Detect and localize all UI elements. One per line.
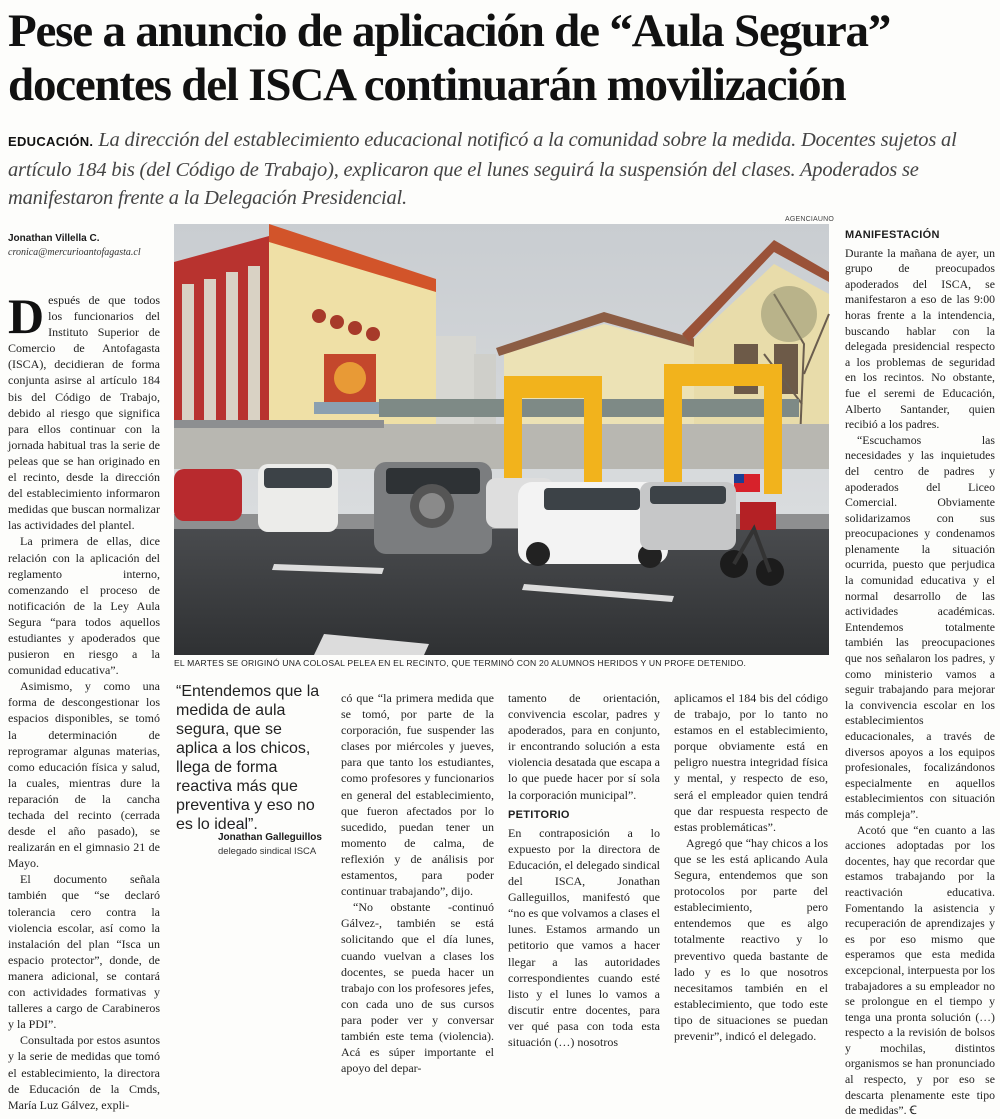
article-paragraph: Asimismo, y como una forma de descongestionar los espacios disponibles, se tomó la determinación de reprogramar algunas materias, como educación física y salud, la cuales, mientras dure la reparación de la cancha techada del recinto (cerrada desde el año pasado), se realizarán en el gimnasio 21 de Mayo. — [8, 679, 160, 871]
article-photo — [174, 224, 829, 655]
article-column-4 — [674, 690, 828, 1044]
article-column-2 — [341, 690, 494, 1076]
byline-email: cronica@mercurioantofagasta.cl — [8, 247, 141, 258]
article-paragraph: En contraposición a lo expuesto por la directora de Educación, el delegado sindical del ISCA, Jonathan Galleguillos, manifestó que “no es que volvamos a clases el lunes. Estamos armando un petitorio que vamos a hacer llegar a las autoridades correspondientes cuando esté listo y el lunes lo vamos a discutir entre docentes, para ver qué pasa con toda esta situación (…) nosotros — [508, 825, 660, 1049]
article-paragraph: có que “la primera medida que se tomó, por parte de la corporación, fue suspender las clases por miércoles y jueves, para que tanto los estudiantes, como profesores y funcionarios en general del establecimiento, que fueron afectados por lo sucedido, puedan tener un momento de calma, de reflexión y de análisis por estamentos, para poder continuar trabajando”, dijo. — [341, 691, 494, 899]
pull-quote-role: delegado sindical ISCA — [218, 846, 317, 857]
byline — [8, 232, 141, 260]
subhead-petitorio: PETITORIO — [508, 808, 570, 821]
article-paragraph: Consultada por estos asuntos y la serie de medidas que tomó el establecimiento, la directora de Educación de la Cmds, María Luz Gálvez, expli- — [8, 1033, 160, 1112]
pull-quote: “Entendemos que la medida de aula segura, que se aplica a los chicos, llega de forma reactiva más que preventiva y eso no es lo ideal”. — [176, 683, 320, 833]
headline — [8, 4, 992, 112]
drop-cap: D — [8, 288, 45, 344]
article-paragraph: aplicamos el 184 bis del código de trabajo, por lo tanto no estamos en el establecimiento, porque obviamente está en peligro nuestra integridad física y mental, y respecto de eso, será el empleador quien tendrá que dar respuesta respecto de estas problemáticas”. — [674, 691, 828, 834]
lead-text: La dirección del establecimiento educacional notificó a la comunidad sobre la medida. Docentes sujetos al artículo 184 bis (del Código de Trabajo), explicaron que el lunes seguirá la suspensión del clases. Apoderados se manifestaron frente a la Delegación Presidencial. — [8, 129, 957, 209]
headline-line-1: Pese a anuncio de aplicación de “Aula Segura” — [8, 5, 891, 57]
lead-paragraph — [8, 126, 994, 212]
end-mark-icon: Ꞓ — [909, 1103, 917, 1118]
article-paragraph: Acotó que “en cuanto a las acciones adoptadas por los docentes, hay que recordar que estamos trabajando por la reactivación educativa. Fomentando la asistencia y recuperación de aprendizajes y es por eso mismo que esperamos que esta medida excepcional, interpuesta por los trabajadores a su empleador no se prolongue en el tiempo y tenga una pronta solución (…) respecto a la revisión de bolsos y mochilas, distintos organismos se han pronunciado al respecto, y por eso se descarta plenamente este tipo de medidas”. Ꞓ — [845, 822, 995, 1118]
section-label: EDUCACIÓN. — [8, 134, 94, 149]
article-paragraph: “No obstante -continuó Gálvez-, también se está solicitando que el día lunes, cuando vuelvan a clases los docentes, se pueda hacer un trabajo con los profesores jefes, con cada uno de sus cursos para poder ver y conversar también este tema (violencia). Acá es súper importante el apoyo del depar- — [341, 900, 494, 1076]
article-paragraph: Agregó que “hay chicos a los que se les está aplicando Aula Segura, entendemos que son protocolos por parte del establecimiento, pero entendemos que es algo totalmente reactivo y lo preventivo queda bastante de lado y es lo que nosotros necesitamos también en el establecimiento, que todo este tipo de situaciones se puedan prevenir”, indicó el delegado. — [674, 835, 828, 1043]
article-paragraph: El documento señala también que “se declaró tolerancia cero contra la violencia escolar, así como la instalación del plan “Isca un espacio protector”, donde, de manera adicional, se contará con actividades formativas y talleres a cargo de Carabineros y la PDI”. — [8, 872, 160, 1032]
article-paragraph: tamento de orientación, convivencia escolar, padres y apoderados, para en conjunto, ir encontrando solución a esta violencia desatada que escapa a lo que puede hacer por sí sola la corporación municipal”. — [508, 691, 660, 802]
byline-author: Jonathan Villella C. — [8, 233, 100, 244]
headline-line-2: docentes del ISCA continuarán movilización — [8, 59, 846, 111]
street-scene-illustration — [174, 224, 829, 655]
article-paragraph: Después de que todos los funcionarios del Instituto Superior de Comercio de Antofagasta (ISCA), decidieran de forma conjunta asirse al artículo 184 bis del Código de Trabajo, debido al riesgo que significa para ellos continuar con la jornada habitual tras la serie de peleas que se han originado en el recinto, desde la dirección del establecimiento informaron medidas que buscan normalizar las actividades del plantel. — [8, 288, 160, 533]
photo-caption: EL MARTES SE ORIGINÓ UNA COLOSAL PELEA EN EL RECINTO, QUE TERMINÓ CON 20 ALUMNOS HERIDOS Y UN PROFE DETENIDO. — [174, 658, 747, 668]
article-column-1 — [8, 288, 160, 1113]
article-paragraph: Durante la mañana de ayer, un grupo de preocupados apoderados del ISCA, se manifestaron a eso de las 9:00 horas frente a la intendencia, buscando hablar con la delegada presidencial respecto a los problemas de seguridad en los recintos. No obstante, fue el seremi de Educación, Alberto Santander, quien recibió a los padres. — [845, 245, 995, 432]
subhead-manifestacion: MANIFESTACIÓN — [845, 229, 940, 241]
article-paragraph: “Escuchamos las necesidades y las inquietudes del centro de padres y apoderados del Liceo Comercial. Obviamente solidarizamos con sus preocupaciones y condenamos plenamente la situación ocurrida, puesto que perjudica la comunidad educativa y el normal desarrollo de las actividades académicas. Entendemos totalmente también las preocupaciones que nos señalaron los padres, y como ministerio vamos a seguir trabajando para mejorar la convivencia escolar en los establecimientos educacionales, a través de diversos apoyos a los equipos profesionales, focalizándonos especialmente en aquellos establecimientos con situación más compleja”. — [845, 432, 995, 821]
article-column-3 — [508, 690, 660, 1050]
pull-quote-author: Jonathan Galleguillos — [218, 832, 322, 843]
article-column-5 — [845, 228, 995, 1119]
article-paragraph: La primera de ellas, dice relación con la aplicación del reglamento interno, comenzando el proceso de notificación de la Ley Aula Segura “para todos aquellos estudiantes y apoderados que pusieron en riesgo a la comunidad educativa”. — [8, 534, 160, 678]
photo-credit: AGENCIAUNO — [785, 216, 835, 223]
